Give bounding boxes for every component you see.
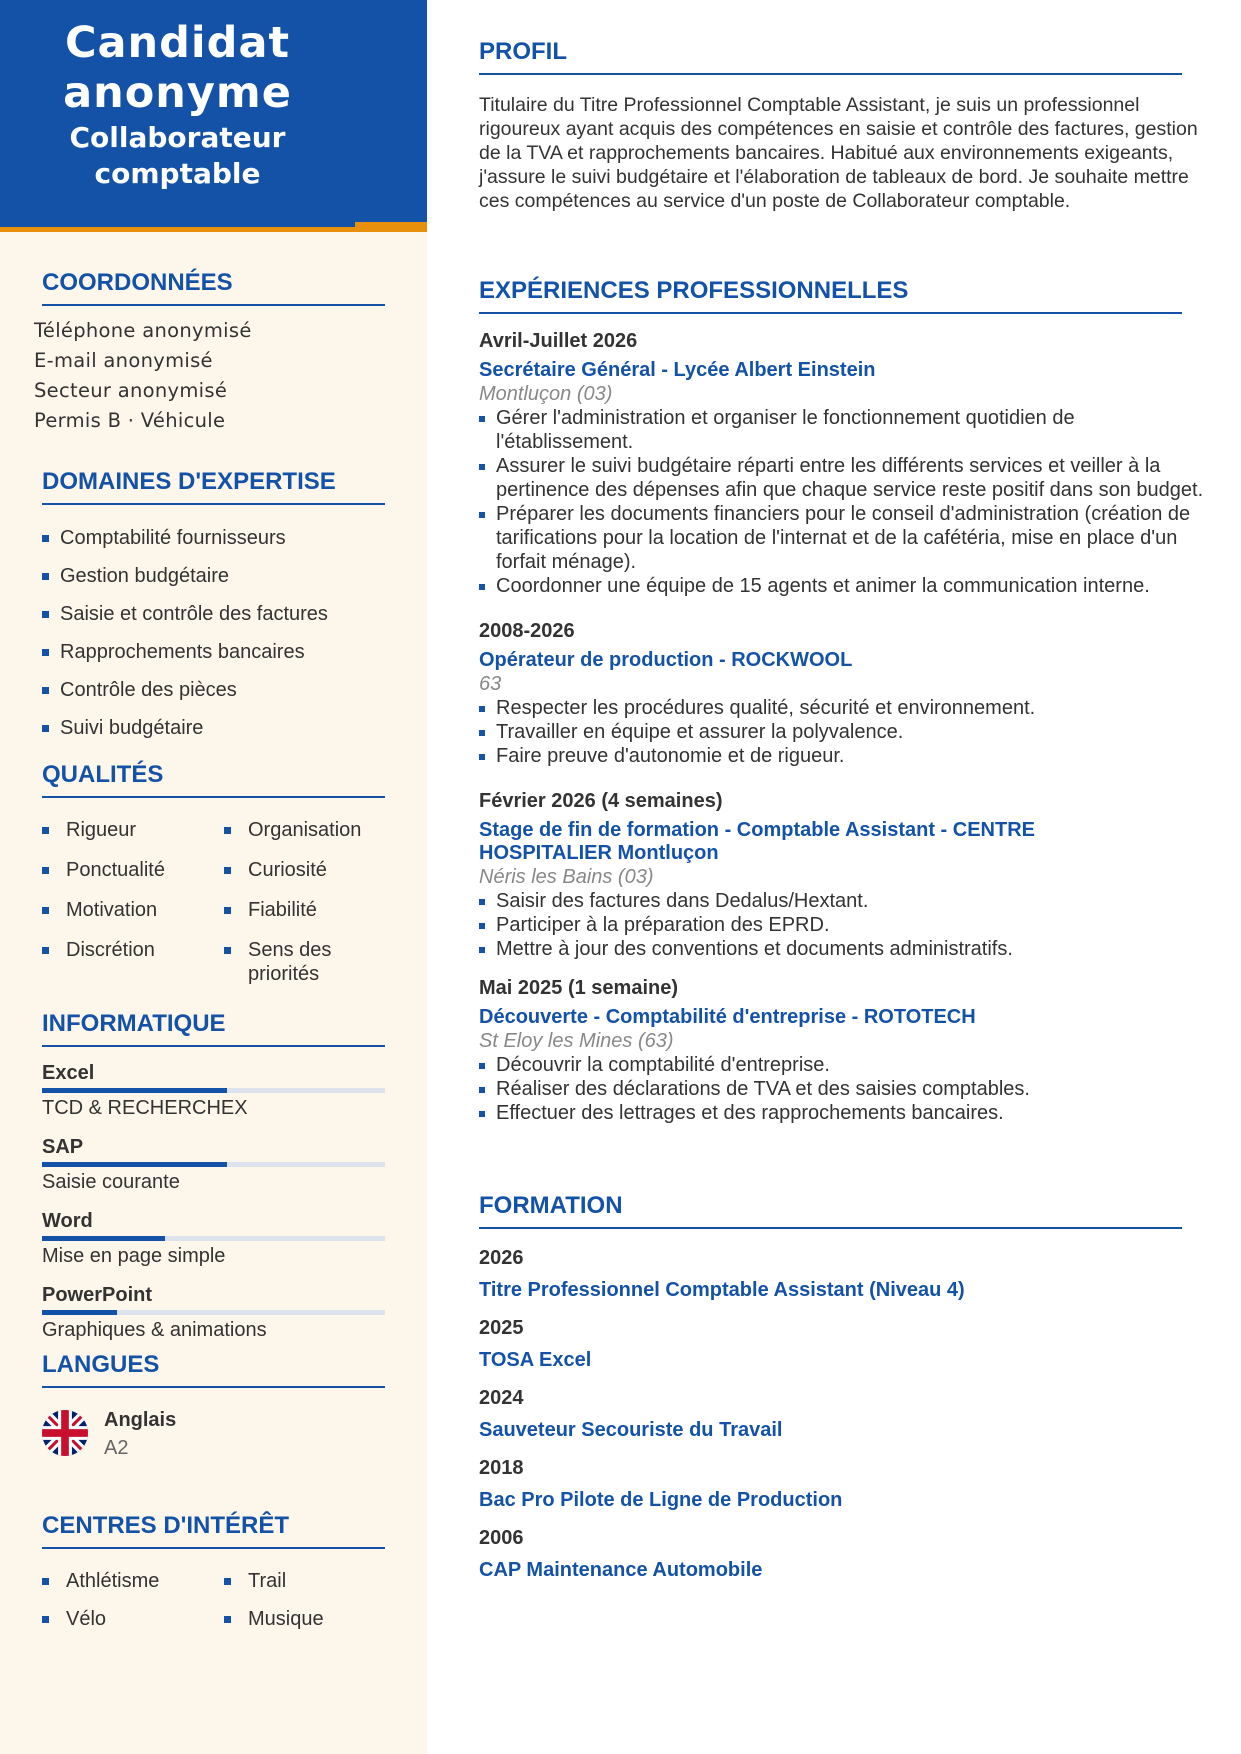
experience-title: Découverte - Comptabilité d'entreprise - ROTOTECH: [479, 1006, 976, 1028]
list-item: Motivation: [42, 898, 224, 922]
languages-section: [42, 1350, 385, 1462]
profile-section: [479, 37, 1198, 213]
job-title-line1: Collaborateur: [69, 121, 286, 154]
list-item: Curiosité: [224, 858, 384, 882]
experience-location: Néris les Bains (03): [479, 866, 654, 888]
skill-bar: [42, 1310, 385, 1315]
contact-heading: COORDONNÉES: [42, 268, 385, 306]
skill-description: TCD & RECHERCHEX: [42, 1097, 248, 1119]
contact-list: [34, 318, 252, 438]
list-item: Gérer l'administration et organiser le fonctionnement quotidien de l'établissement.: [479, 406, 1209, 454]
list-item: Rigueur: [42, 818, 224, 842]
experience-tasks: [479, 406, 1209, 598]
list-item: Trail: [224, 1569, 384, 1593]
contact-area: Secteur anonymisé: [34, 379, 228, 402]
experience-date: Février 2026 (4 semaines): [479, 790, 723, 812]
list-item: Gestion budgétaire: [42, 564, 385, 602]
list-item: Réaliser des déclarations de TVA et des saisies comptables.: [479, 1077, 1209, 1101]
qualities-section: [42, 760, 385, 1002]
list-item: Mettre à jour des conventions et documents administratifs.: [479, 937, 1209, 961]
list-item: Faire preuve d'autonomie et de rigueur.: [479, 744, 1209, 768]
job-title-line2: comptable: [94, 157, 261, 190]
experience-date: Mai 2025 (1 semaine): [479, 977, 678, 999]
skill-bar-fill: [42, 1088, 227, 1093]
experience-location: Montluçon (03): [479, 383, 613, 405]
experience-title: Opérateur de production - ROCKWOOL: [479, 649, 853, 671]
interests-list: [42, 1569, 385, 1645]
uk-flag-icon: [42, 1410, 88, 1456]
experience-item: [479, 328, 1204, 598]
languages-heading: LANGUES: [42, 1350, 385, 1388]
it-section: [42, 1009, 385, 1357]
list-item: Travailler en équipe et assurer la polyvalence.: [479, 720, 1209, 744]
contact-section: [42, 268, 385, 306]
experience-location: 63: [479, 673, 502, 695]
header-banner: [0, 0, 427, 222]
list-item: Sens des priorités: [224, 938, 384, 986]
candidate-name-line2: anonyme: [63, 68, 292, 118]
education-title: CAP Maintenance Automobile: [479, 1559, 763, 1581]
skill-name: Excel: [42, 1062, 95, 1084]
list-item: Respecter les procédures qualité, sécurité et environnement.: [479, 696, 1209, 720]
skill-description: Graphiques & animations: [42, 1319, 267, 1341]
education-title: Bac Pro Pilote de Ligne de Production: [479, 1489, 843, 1511]
skill-bar-fill: [42, 1236, 165, 1241]
list-item: Rapprochements bancaires: [42, 640, 385, 678]
experience-heading: EXPÉRIENCES PROFESSIONNELLES: [479, 276, 1182, 314]
list-item: Contrôle des pièces: [42, 678, 385, 716]
experience-title: Secrétaire Général - Lycée Albert Einstein: [479, 359, 876, 381]
list-item: Effectuer des lettrages et des rapprochements bancaires.: [479, 1101, 1209, 1125]
list-item: Musique: [224, 1607, 384, 1631]
education-section: [479, 1191, 1182, 1595]
expertise-section: [42, 467, 385, 754]
contact-license: Permis B · Véhicule: [34, 409, 226, 432]
list-item: Participer à la préparation des EPRD.: [479, 913, 1209, 937]
education-title: Sauveteur Secouriste du Travail: [479, 1419, 783, 1441]
education-year: 2026: [479, 1247, 524, 1269]
education-list: [479, 1245, 1182, 1583]
experience-section: [479, 276, 1204, 1125]
skill-name: SAP: [42, 1136, 84, 1158]
skill-name: Word: [42, 1210, 93, 1232]
list-item: Vélo: [42, 1607, 224, 1631]
experience-item: [479, 975, 1182, 1125]
skill-bar-fill: [42, 1310, 117, 1315]
profile-heading: PROFIL: [479, 37, 1182, 75]
list-item: Coordonner une équipe de 15 agents et animer la communication interne.: [479, 574, 1209, 598]
list-item: Athlétisme: [42, 1569, 224, 1593]
contact-email: E-mail anonymisé: [34, 349, 213, 372]
language-name: Anglais: [104, 1409, 177, 1431]
it-heading: INFORMATIQUE: [42, 1009, 385, 1047]
experience-item: [479, 788, 1182, 961]
education-year: 2024: [479, 1387, 524, 1409]
skill-bar: [42, 1088, 385, 1093]
skill-name: PowerPoint: [42, 1284, 153, 1306]
skill-description: Mise en page simple: [42, 1245, 226, 1267]
language-row: [42, 1406, 385, 1462]
list-item: Organisation: [224, 818, 384, 842]
skill-bar-fill: [42, 1162, 227, 1167]
list-item: Saisir des factures dans Dedalus/Hextant.: [479, 889, 1209, 913]
contact-phone: Téléphone anonymisé: [34, 319, 252, 342]
expertise-list: [42, 526, 385, 754]
education-year: 2018: [479, 1457, 524, 1479]
experience-location: St Eloy les Mines (63): [479, 1030, 674, 1052]
education-title: TOSA Excel: [479, 1349, 592, 1371]
interests-heading: CENTRES D'INTÉRÊT: [42, 1511, 385, 1549]
profile-text: Titulaire du Titre Professionnel Comptable Assistant, je suis un professionnel rigoureux ayant acquis des compétences en saisie et contrôle des factures, gestion de la TVA et rapprochements bancaires. Habitué aux environnements exigeants, j'assure le suivi budgétaire et l'élaboration de tableaux de bord. Je souhaite mettre ces compétences au service d'un poste de Collaborateur comptable.: [479, 94, 1198, 212]
skills-list: [42, 1061, 385, 1357]
language-level: A2: [104, 1437, 129, 1459]
language-info: [104, 1406, 176, 1462]
experience-tasks: [479, 889, 1209, 961]
list-item: Fiabilité: [224, 898, 384, 922]
experience-date: 2008-2026: [479, 620, 575, 642]
education-year: 2025: [479, 1317, 524, 1339]
header-accent-stripe-dark: [0, 222, 355, 227]
list-item: Découvrir la comptabilité d'entreprise.: [479, 1053, 1209, 1077]
header-text: [0, 18, 355, 192]
list-item: Suivi budgétaire: [42, 716, 385, 754]
list-item: Saisie et contrôle des factures: [42, 602, 385, 640]
list-item: Assurer le suivi budgétaire réparti entre les différents services et veiller à la pertinence des dépenses afin que chaque service reste positif dans son budget.: [479, 454, 1209, 502]
education-year: 2006: [479, 1527, 524, 1549]
qualities-list: [42, 818, 385, 1002]
experience-date: Avril-Juillet 2026: [479, 330, 638, 352]
candidate-name-line1: Candidat: [64, 18, 291, 68]
skill-bar: [42, 1162, 385, 1167]
list-item: Ponctualité: [42, 858, 224, 882]
expertise-heading: DOMAINES D'EXPERTISE: [42, 467, 385, 505]
education-title: Titre Professionnel Comptable Assistant (Niveau 4): [479, 1279, 965, 1301]
skill-description: Saisie courante: [42, 1171, 180, 1193]
experience-tasks: [479, 696, 1209, 768]
interests-section: [42, 1511, 385, 1645]
education-heading: FORMATION: [479, 1191, 1182, 1229]
experience-title: Stage de fin de formation - Comptable Assistant - CENTRE HOSPITALIER Montluçon: [479, 819, 1035, 864]
experience-tasks: [479, 1053, 1209, 1125]
list-item: Préparer les documents financiers pour le conseil d'administration (création de tarifications pour la location de l'internat et de la cafétéria, mise en place d'un forfait ménage).: [479, 502, 1209, 574]
qualities-heading: QUALITÉS: [42, 760, 385, 798]
list-item: Comptabilité fournisseurs: [42, 526, 385, 564]
experience-list: [479, 328, 1204, 1125]
skill-bar: [42, 1236, 385, 1241]
experience-item: [479, 618, 1182, 768]
list-item: Discrétion: [42, 938, 224, 986]
